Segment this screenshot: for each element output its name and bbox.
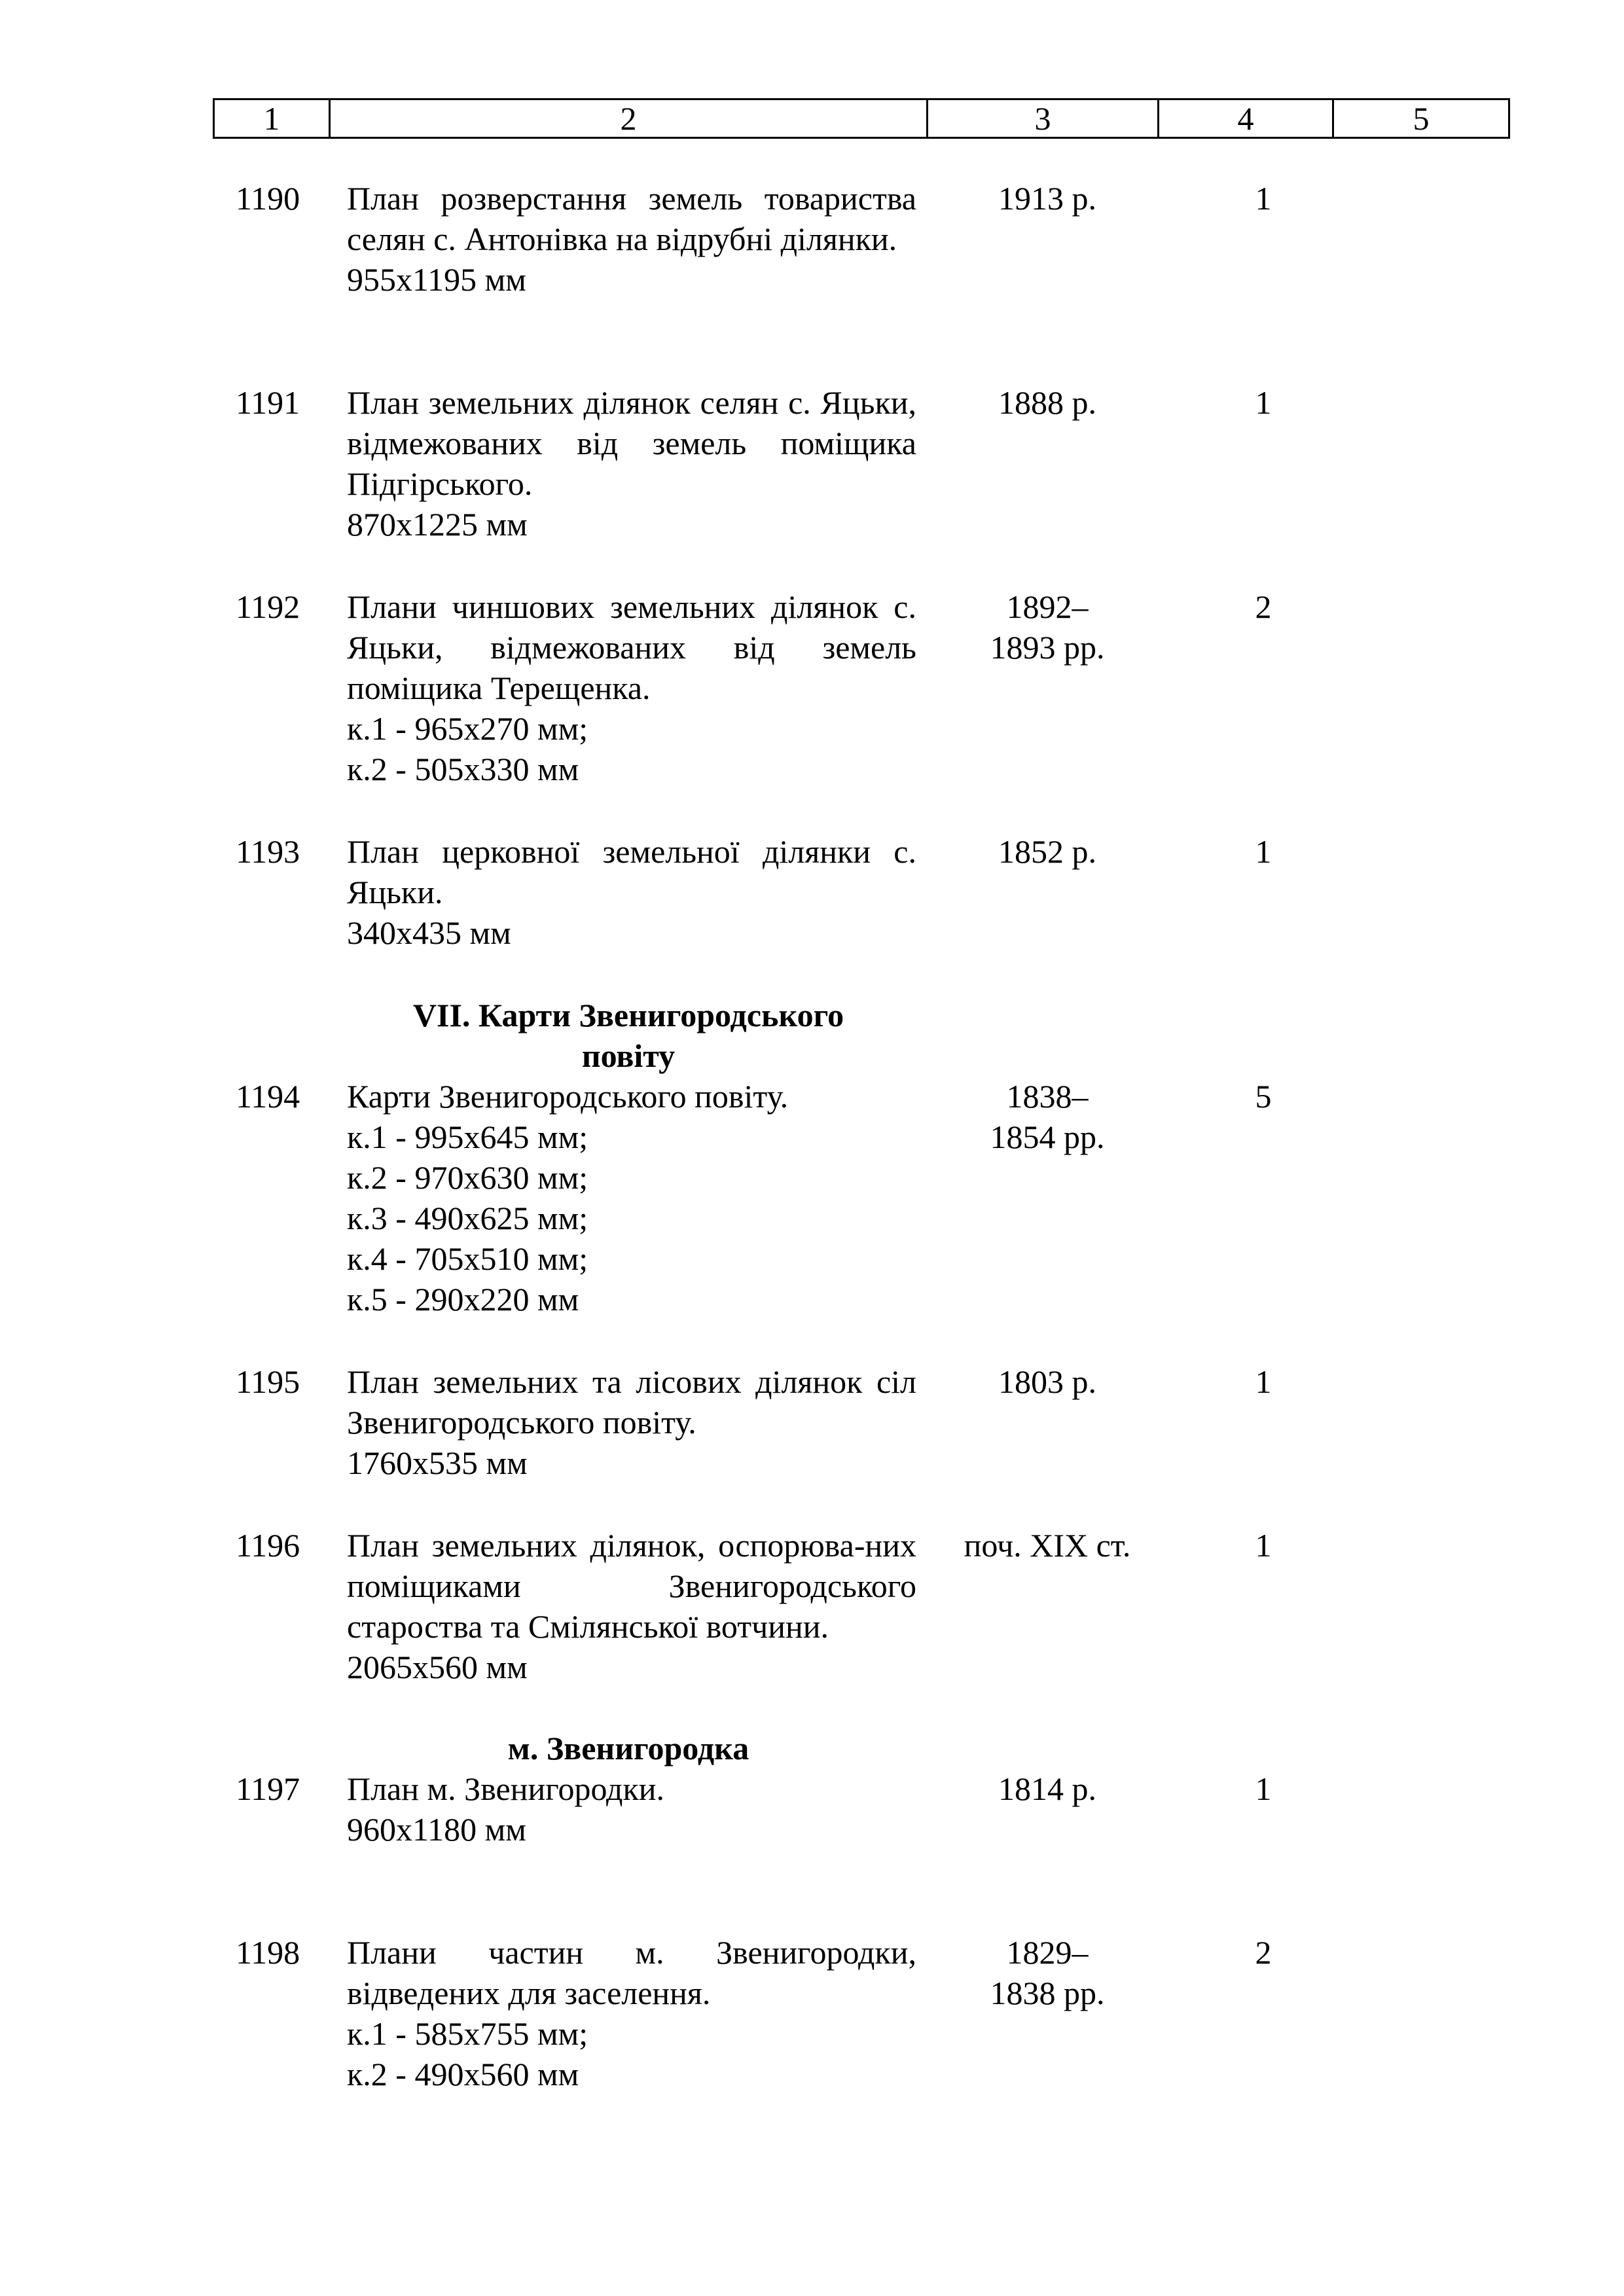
description-size: 960х1180 мм <box>347 1811 526 1848</box>
entry-description <box>347 831 916 953</box>
entry-number: 1193 <box>236 833 300 870</box>
description-line: Плани чиншових земельних ділянок с. Яцьки, відмежованих від земель поміщика Терещенка. <box>347 588 916 706</box>
column-header-3: 3 <box>928 100 1159 137</box>
entry-number: 1196 <box>236 1527 300 1564</box>
description-line: Плани частин м. Звенигородки, відведених для заселення. <box>347 1934 916 2011</box>
entry-count: 1 <box>1255 1770 1272 1807</box>
description-line: План церковної земельної ділянки с. Яцьки. <box>347 833 916 910</box>
date-line: 1893 рр. <box>990 629 1105 666</box>
entry-description <box>347 1361 916 1483</box>
description-size: к.4 - 705х510 мм; <box>347 1240 588 1277</box>
description-size: 870х1225 мм <box>347 506 528 543</box>
entry-count: 1 <box>1255 833 1272 870</box>
date-line: 1814 р. <box>998 1770 1096 1807</box>
entry-date <box>916 586 1178 668</box>
description-line: Карти Звенигородського повіту. <box>347 1078 789 1115</box>
entry-description <box>347 1525 916 1687</box>
entry-number: 1197 <box>236 1770 300 1807</box>
entry-number: 1191 <box>236 384 300 421</box>
date-line: 1829– <box>1006 1934 1089 1971</box>
section-heading-line: м. Звенигородка <box>507 1730 749 1767</box>
entry-number: 1192 <box>236 588 300 625</box>
entry-number: 1194 <box>236 1078 300 1115</box>
subsection-heading <box>340 1728 916 1768</box>
column-header-1: 1 <box>215 100 331 137</box>
entry-date <box>916 1932 1178 2013</box>
date-line: 1803 р. <box>998 1363 1096 1400</box>
entry-description <box>347 1076 916 1319</box>
description-size: к.1 - 585х755 мм; <box>347 2015 588 2052</box>
entry-date <box>916 1768 1178 1809</box>
column-header-2: 2 <box>331 100 928 137</box>
description-line: План земельних та лісових ділянок сіл Звенигородського повіту. <box>347 1363 916 1441</box>
entry-number: 1198 <box>236 1934 300 1971</box>
entry-count: 1 <box>1255 384 1272 421</box>
entry-date <box>916 178 1178 219</box>
entry-description <box>347 1768 916 1850</box>
date-line: 1888 р. <box>998 384 1096 421</box>
date-line: поч. XIX ст. <box>964 1527 1131 1564</box>
description-size: 955х1195 мм <box>347 261 526 298</box>
date-line: 1854 рр. <box>990 1119 1105 1155</box>
entry-description <box>347 586 916 789</box>
entry-number: 1195 <box>236 1363 300 1400</box>
column-header-5: 5 <box>1413 100 1430 137</box>
entry-count: 2 <box>1255 1934 1272 1971</box>
description-size: к.2 - 505х330 мм <box>347 751 579 787</box>
section-heading-line: VII. Карти Звенигородського <box>412 997 844 1033</box>
section-heading <box>340 995 916 1076</box>
description-size: к.5 - 290х220 мм <box>347 1281 579 1318</box>
description-size: 1760х535 мм <box>347 1444 528 1481</box>
entry-date <box>916 382 1178 423</box>
description-size: к.2 - 490х560 мм <box>347 2056 579 2092</box>
description-size: 2065х560 мм <box>347 1649 528 1685</box>
entry-count: 1 <box>1255 180 1272 217</box>
entry-description <box>347 178 916 300</box>
description-line: План земельних ділянок, оспорюва-них поміщиками Звенигородського староства та Смілянської вотчини. <box>347 1527 916 1645</box>
entry-description <box>347 1932 916 2094</box>
entry-count: 1 <box>1255 1527 1272 1564</box>
description-size: 340х435 мм <box>347 914 511 951</box>
date-line: 1838– <box>1006 1078 1089 1115</box>
entry-count: 2 <box>1255 588 1272 625</box>
description-size: к.1 - 965х270 мм; <box>347 710 588 747</box>
date-line: 1892– <box>1006 588 1089 625</box>
description-size: к.1 - 995х645 мм; <box>347 1119 588 1155</box>
date-line: 1838 рр. <box>990 1975 1105 2011</box>
description-size: к.3 - 490х625 мм; <box>347 1200 588 1236</box>
entry-date <box>916 1361 1178 1402</box>
column-header-4: 4 <box>1159 100 1334 137</box>
entry-count: 5 <box>1255 1078 1272 1115</box>
description-size: к.2 - 970х630 мм; <box>347 1159 588 1196</box>
date-line: 1913 р. <box>998 180 1096 217</box>
entry-date <box>916 1525 1178 1566</box>
entry-count: 1 <box>1255 1363 1272 1400</box>
date-line: 1852 р. <box>998 833 1096 870</box>
description-line: План м. Звенигородки. <box>347 1770 665 1807</box>
entry-date <box>916 1076 1178 1157</box>
column-header-row <box>213 98 1510 139</box>
entry-number: 1190 <box>236 180 300 217</box>
description-line: План розверстання земель товариства селян с. Антонівка на відрубні ділянки. <box>347 180 916 257</box>
entry-description <box>347 382 916 545</box>
description-line: План земельних ділянок селян с. Яцьки, відмежованих від земель поміщика Підгірського. <box>347 384 916 502</box>
entry-date <box>916 831 1178 872</box>
section-heading-line: повіту <box>581 1037 676 1074</box>
